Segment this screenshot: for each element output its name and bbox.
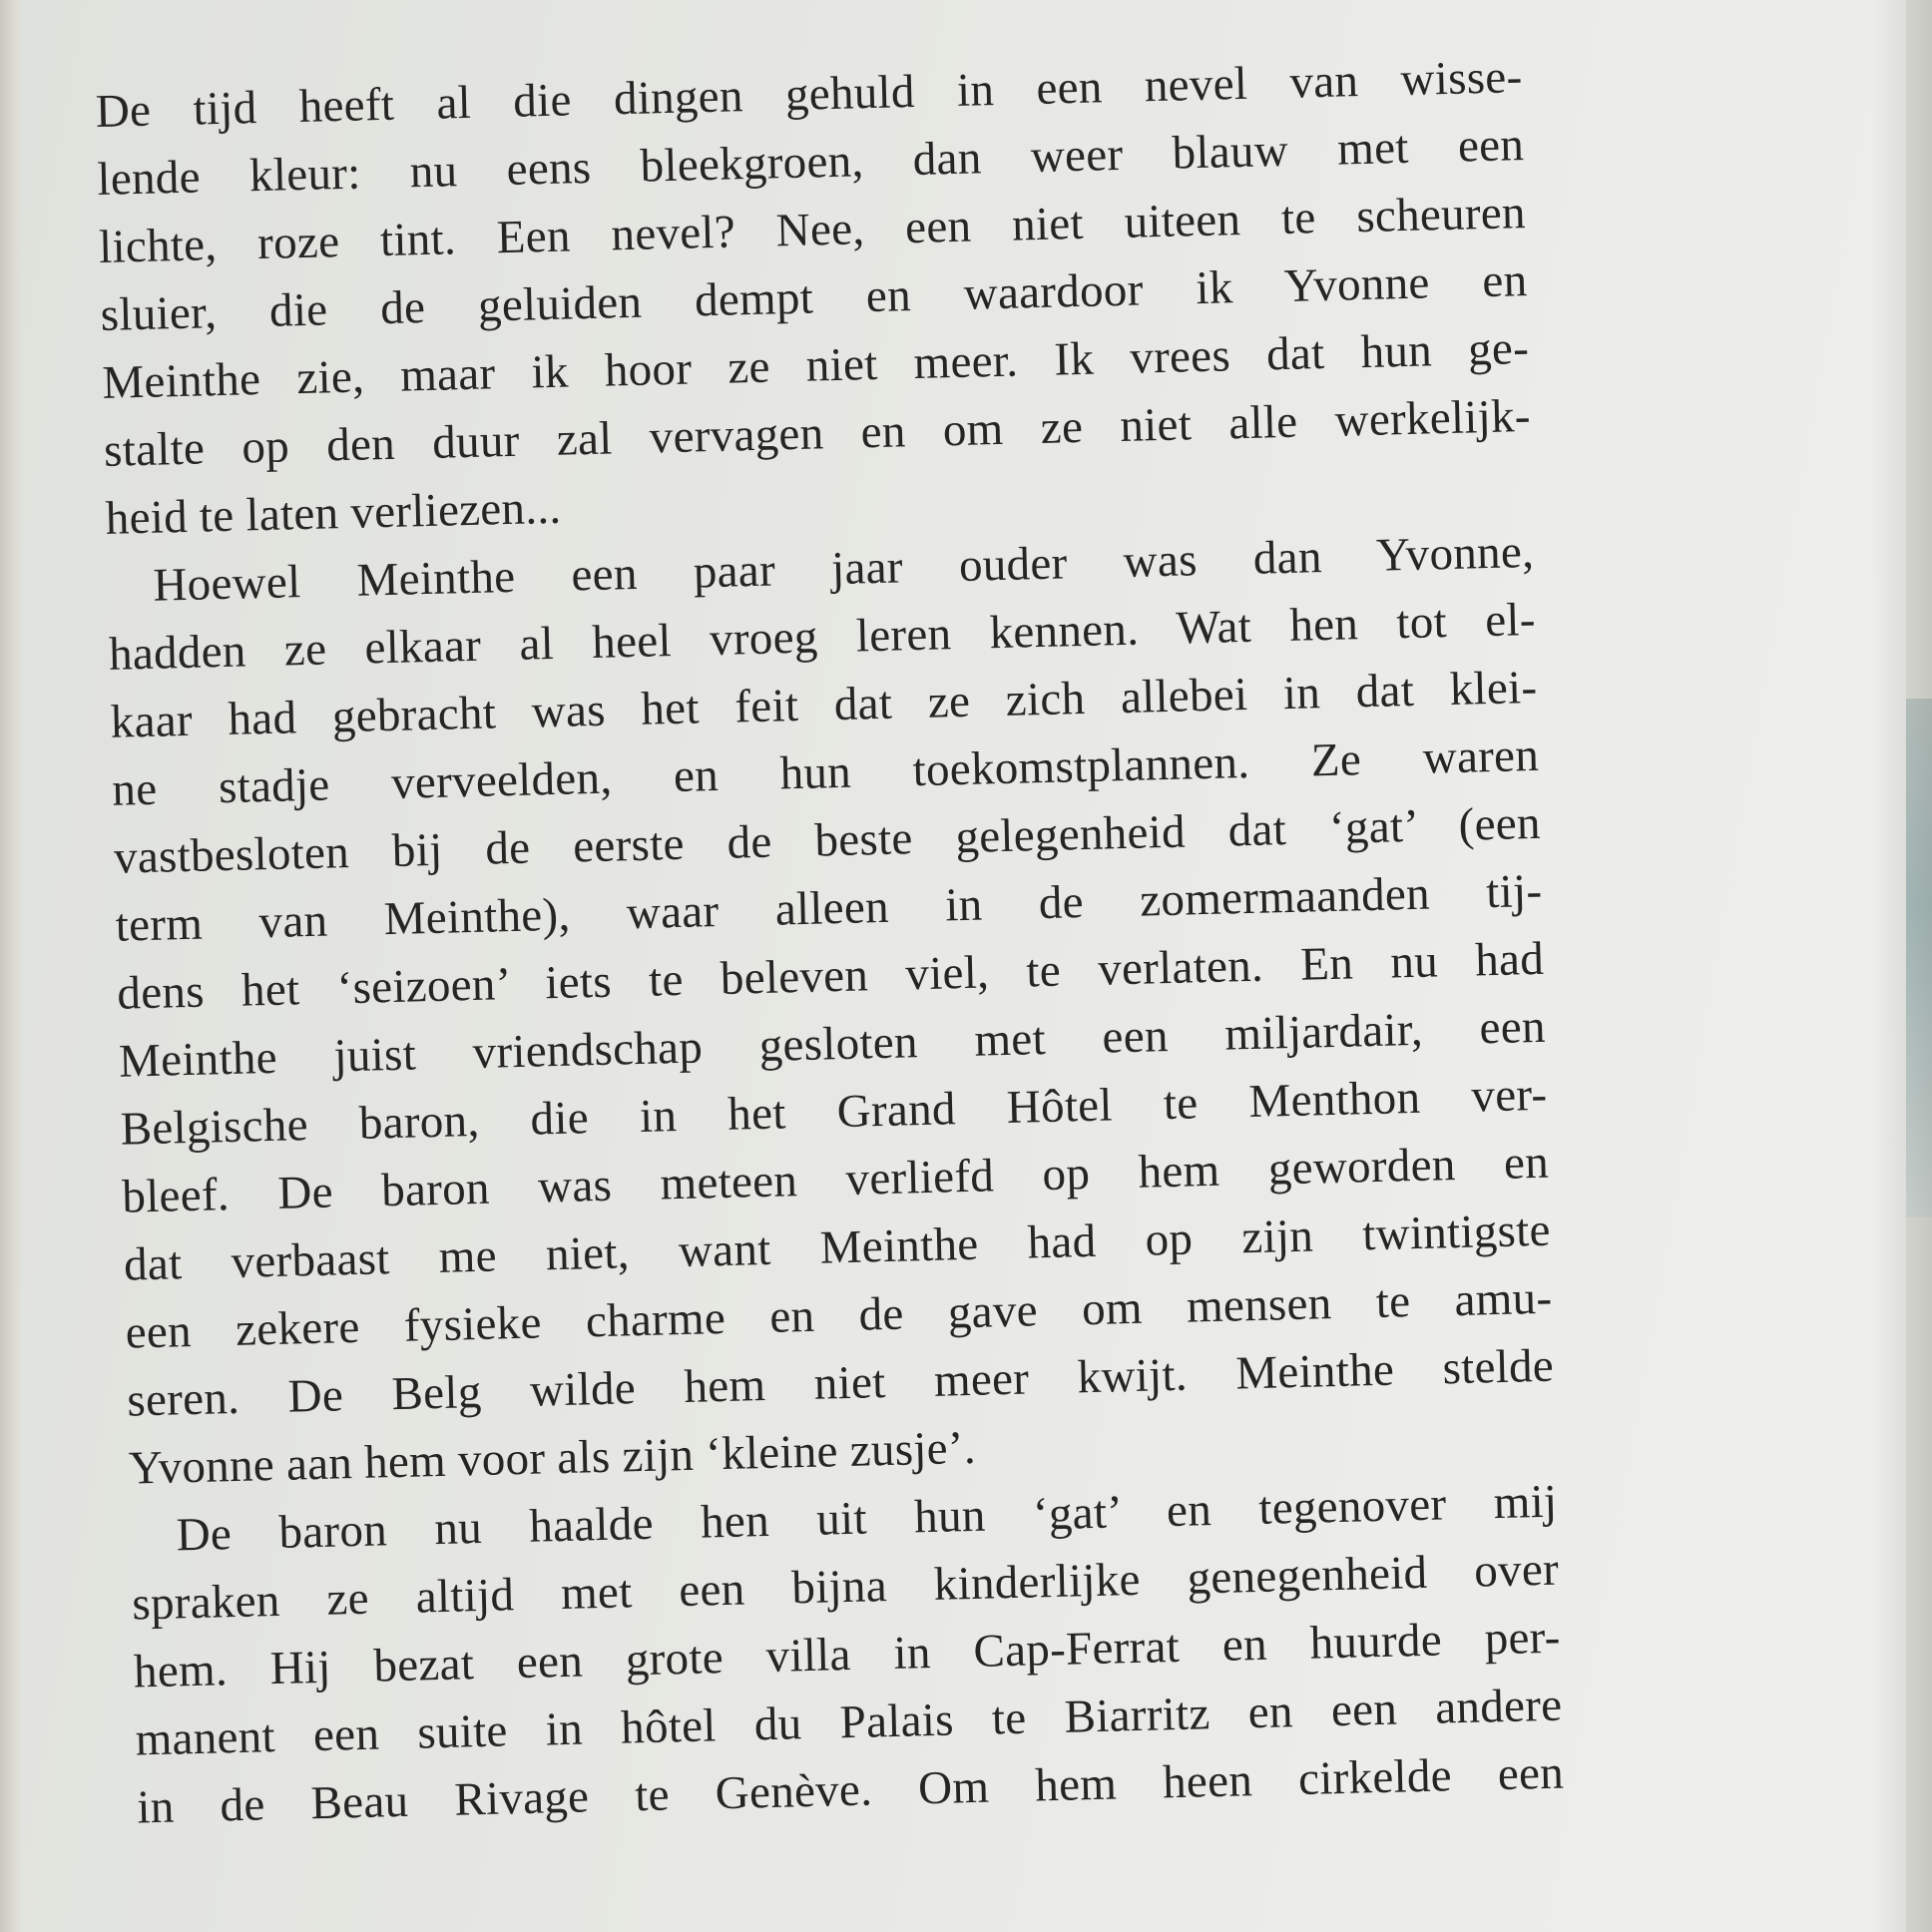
text-line: lende kleur: nu eens bleekgroen, dan weer blauw met een [96,119,1525,206]
text-line: Hoewel Meinthe een paar jaar ouder was dan Yvonne, [152,525,1535,612]
text-line: De baron nu haalde hen uit hun ‘gat’ en tegenover mij [176,1475,1558,1562]
text-line: seren. De Belg wilde hem niet meer kwijt. Meinthe stelde [126,1339,1555,1427]
paragraph-3 [130,1468,1565,1842]
text-line: dat verbaast me niet, want Meinthe had op zijn twintigste [123,1204,1552,1291]
text-line: Belgische baron, die in het Grand Hôtel te Menthon ver- [120,1068,1548,1156]
text-line: Meinthe juist vriendschap gesloten met een miljardair, een [118,1000,1547,1088]
text-line: Yvonne aan hem voor als zijn ‘kleine zusje’. [128,1421,977,1495]
page-text [95,43,1565,1841]
text-line: stalte op den duur zal vervagen en om ze niet alle werkelijk- [103,389,1532,477]
text-line: spraken ze altijd met een bijna kinderlijke genegenheid over [131,1543,1560,1631]
text-line: heid te laten verliezen... [105,481,562,545]
text-line: dens het ‘seizoen’ iets te beleven viel, te verlaten. En nu had [116,932,1545,1020]
page-edge-shadow [1872,0,1932,1932]
paragraph-2 [107,518,1557,1503]
text-line: hadden ze elkaar al heel vroeg leren kennen. Wat hen tot el- [108,593,1537,681]
text-line: vastbesloten bij de eerste de beste gelegenheid dat ‘gat’ (een [113,796,1542,884]
text-line: in de Beau Rivage te Genève. Om hem heen cirkelde een [136,1746,1565,1834]
text-line: een zekere fysieke charme en de gave om mensen te amu- [125,1271,1553,1359]
text-line: sluier, die de geluiden dempt en waardoor ik Yvonne en [100,253,1529,341]
text-line: term van Meinthe), waar alleen in de zomermaanden tij- [115,864,1543,952]
text-line: manent een suite in hôtel du Palais te Biarritz en een andere [135,1679,1563,1766]
text-line: hem. Hij bezat een grote villa in Cap-Ferrat en huurde per- [133,1611,1562,1698]
text-line: Meinthe zie, maar ik hoor ze niet meer. Ik vrees dat hun ge- [101,321,1530,409]
text-line: ne stadje verveelden, en hun toekomstplannen. Ze waren [111,728,1540,816]
text-line: kaar had gebracht was het feit dat ze zich allebei in dat klei- [110,661,1538,748]
text-line: bleef. De baron was meteen verliefd op hem geworden en [121,1136,1550,1223]
paragraph-1 [95,43,1533,553]
text-line: lichte, roze tint. Een nevel? Nee, een niet uiteen te scheuren [98,187,1527,273]
text-line: De tijd heeft al die dingen gehuld in een nevel van wisse- [95,51,1524,138]
